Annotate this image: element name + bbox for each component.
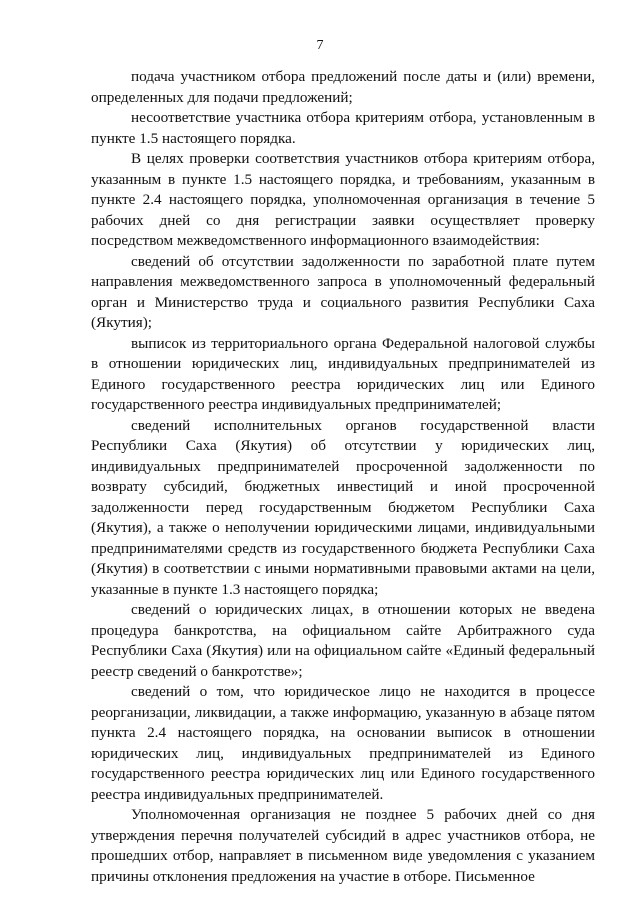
paragraph-reorganization: сведений о том, что юридическое лицо не находится в процессе реорганизации, ликвидации, а также информацию, указанную в абзаце пятом пункта 2.4 настоящего порядка, на основании выписок в отношении юридических лиц, индивидуальных предпринимателей из Единого государственного реестра юридических лиц или Единого государственного реестра индивидуальных предпринимателей. xyxy=(91,683,595,803)
page-number: 7 xyxy=(316,38,324,53)
paragraph-notification: Уполномоченная организация не позднее 5 рабочих дней со дня утверждения перечня получателей субсидий в адрес участников отбора, не прошедших отбор, направляет в письменном виде уведомления с указанием причины отклонения предложения на участие в отборе. Письменное xyxy=(91,806,595,885)
paragraph-late-submission: подача участником отбора предложений после даты и (или) времени, определенных для подачи предложений; xyxy=(91,68,595,106)
paragraph-budget-debt: сведений исполнительных органов государственной власти Республики Саха (Якутия) об отсутствии у юридических лиц, индивидуальных предпринимателей просроченной задолженности по возврату субсидий, бюджетных инвестиций и иной просроченной задолженности перед государственным бюджетом Республики Саха (Якутия), а также о неполучении юридическими лицами, индивидуальными предпринимателями средств из государственного бюджета Республики Саха (Якутия) в соответствии с иными нормативными правовыми актами на цели, указанные в пункте 1.3 настоящего порядка; xyxy=(91,416,595,598)
paragraph-criteria-mismatch: несоответствие участника отбора критериям отбора, установленным в пункте 1.5 настоящего порядка. xyxy=(91,109,595,147)
paragraph-tax-extracts: выписок из территориального органа Федеральной налоговой службы в отношении юридических лиц, индивидуальных предпринимателей из Единого государственного реестра юридических лиц или Единого государственного реестра индивидуальных предпринимателей; xyxy=(91,334,595,413)
paragraph-verification-intro: В целях проверки соответствия участников отбора критериям отбора, указанным в пункте 1.5 настоящего порядка, и требованиям, указанным в пункте 2.4 настоящего порядка, уполномоченная организация в течение 5 рабочих дней со дня регистрации заявки осуществляет проверку посредством межведомственного информационного взаимодействия: xyxy=(91,150,595,249)
paragraph-bankruptcy: сведений о юридических лицах, в отношении которых не введена процедура банкротства, на официальном сайте Арбитражного суда Республики Саха (Якутия) или на официальном сайте «Единый федеральный реестр сведений о банкротстве»; xyxy=(91,601,595,680)
document-body xyxy=(91,67,595,887)
paragraph-salary-debt: сведений об отсутствии задолженности по заработной плате путем направления межведомственного запроса в уполномоченный федеральный орган и Министерство труда и социального развития Республики Саха (Якутия); xyxy=(91,252,595,331)
